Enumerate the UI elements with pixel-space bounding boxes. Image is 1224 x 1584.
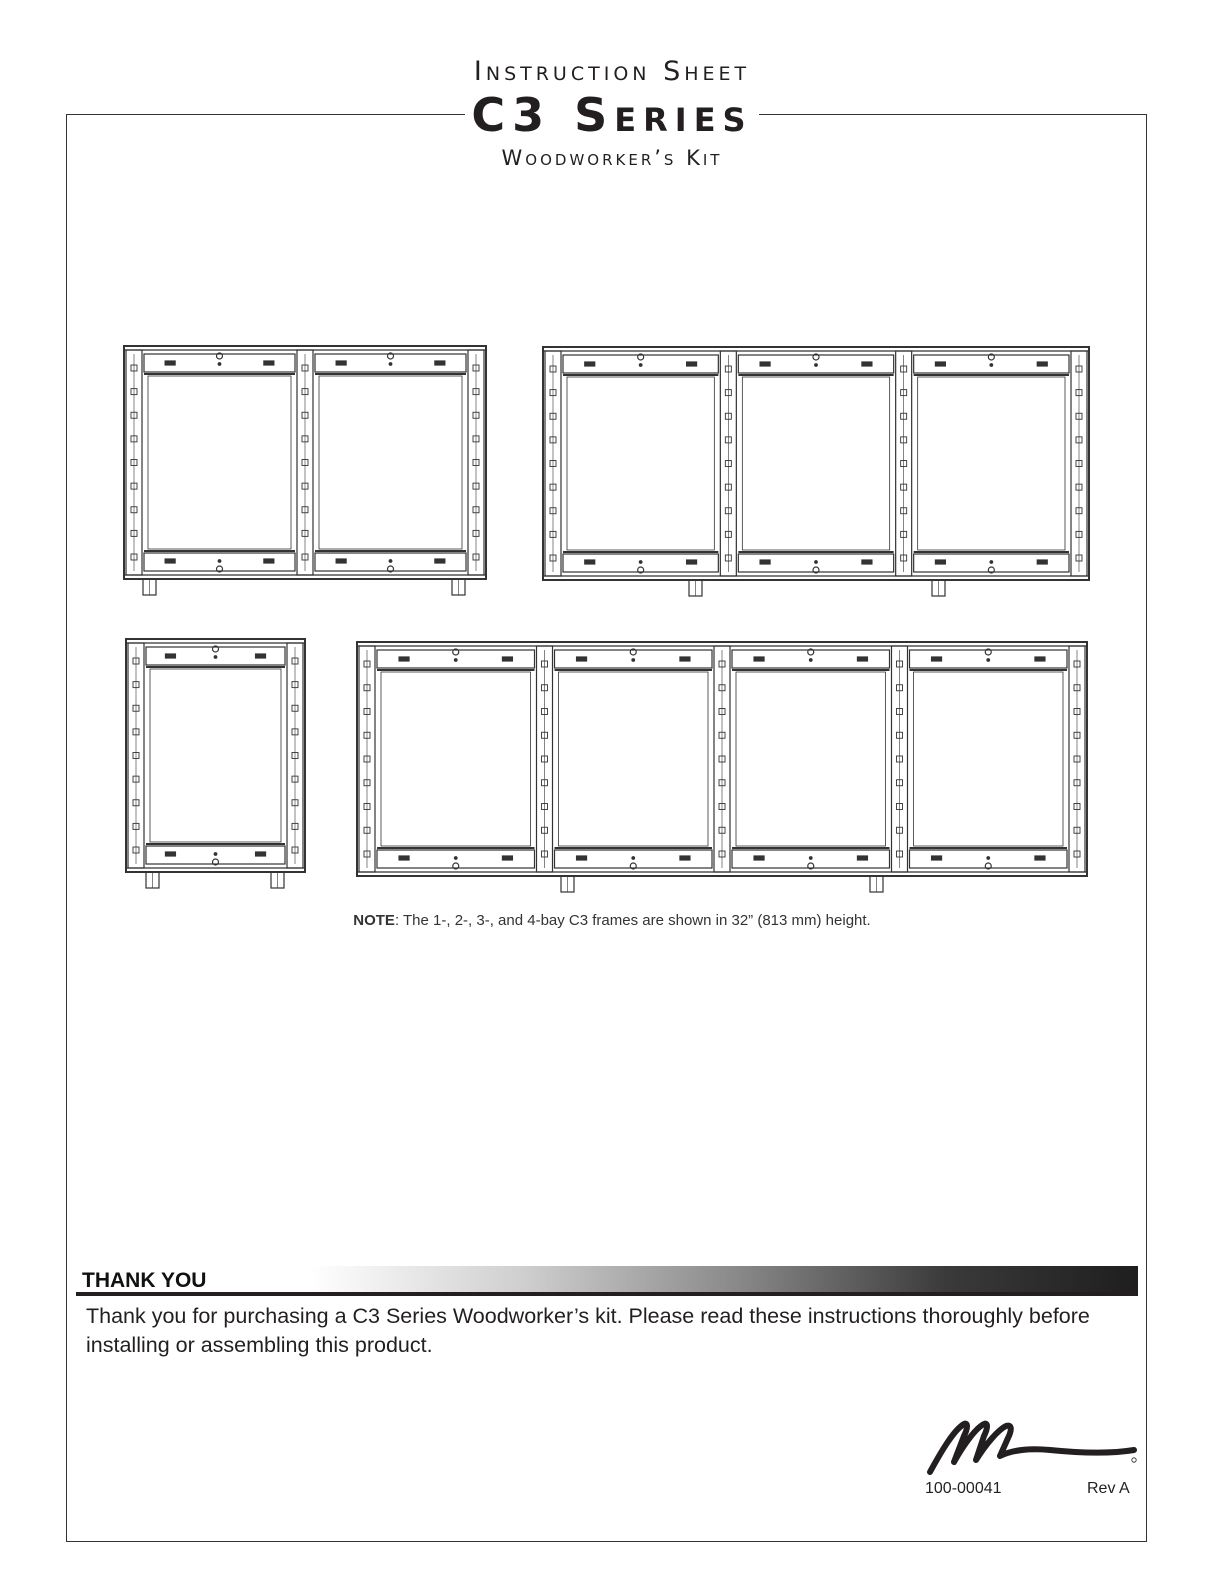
revision-label: Rev A <box>1087 1480 1130 1497</box>
document-number: 100-00041 <box>925 1480 1002 1497</box>
header-kit-name: Woodworker’s Kit <box>501 146 723 170</box>
rack-frame-1-bay <box>126 639 305 888</box>
rack-frame-2-bay <box>124 346 486 595</box>
note-label: NOTE <box>353 912 395 929</box>
header-instruction-sheet: Instruction Sheet <box>473 56 751 87</box>
figure-note <box>0 912 1224 929</box>
section-underline <box>76 1292 1138 1296</box>
section-header-bar <box>76 1266 1138 1296</box>
note-text: : The 1-, 2-, 3-, and 4-bay C3 frames are shown in 32” (813 mm) height. <box>394 912 871 929</box>
section-title: THANK YOU <box>82 1269 207 1292</box>
thank-you-paragraph: Thank you for purchasing a C3 Series Woodworker’s kit. Please read these instructions thoroughly before installing or assembling this product. <box>86 1304 1090 1357</box>
rack-frame-4-bay <box>357 642 1087 892</box>
brand-logo <box>920 1410 1140 1485</box>
series-title-text: C3 Series <box>465 88 758 142</box>
rack-frame-3-bay <box>543 347 1089 596</box>
